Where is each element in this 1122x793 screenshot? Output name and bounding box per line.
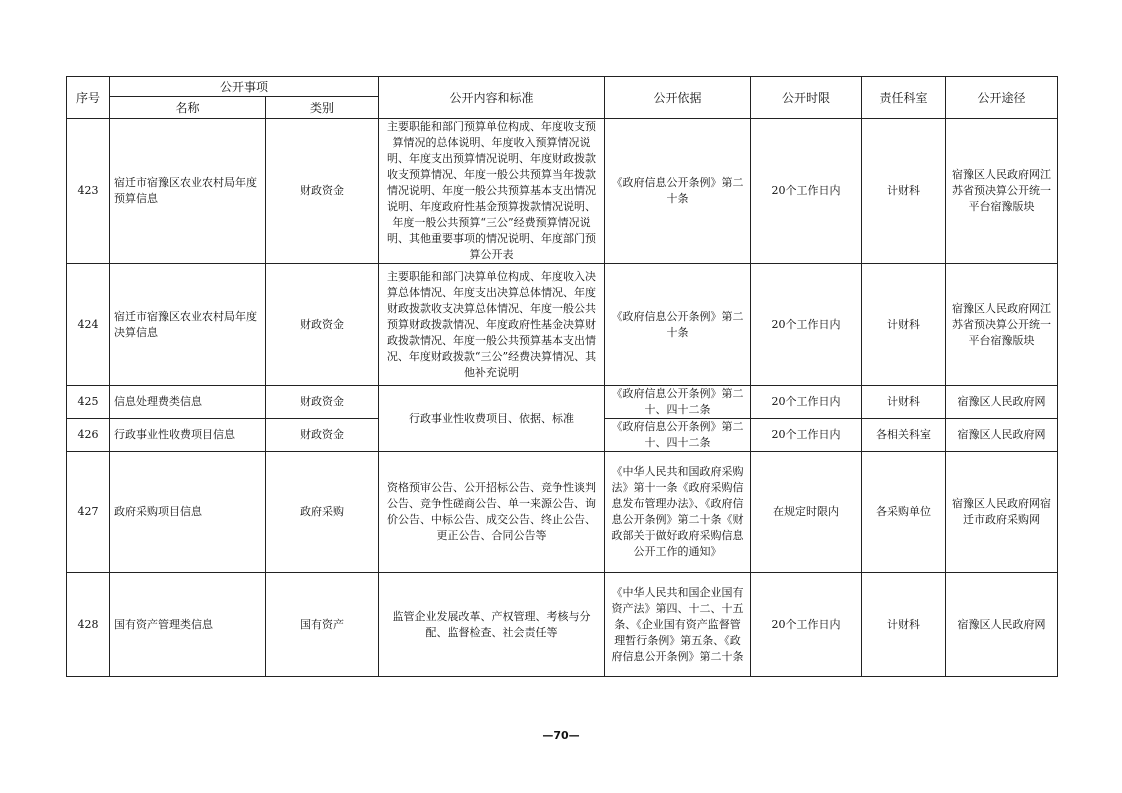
table-row [67,573,1058,677]
cell-department: 各采购单位 [862,452,946,573]
cell-channel: 宿豫区人民政府网 [946,419,1058,452]
cell-name: 行政事业性收费项目信息 [110,419,266,452]
cell-seq: 423 [67,119,110,264]
cell-department: 各相关科室 [862,419,946,452]
cell-name: 国有资产管理类信息 [110,573,266,677]
cell-seq: 425 [67,386,110,419]
cell-time-limit: 20个工作日内 [751,419,862,452]
header-basis: 公开依据 [605,77,751,119]
cell-category: 财政资金 [266,386,379,419]
cell-channel: 宿豫区人民政府网江苏省预决算公开统一平台宿豫版块 [946,119,1058,264]
header-seq: 序号 [67,77,110,119]
cell-department: 计财科 [862,119,946,264]
cell-time-limit: 20个工作日内 [751,264,862,386]
cell-basis: 《政府信息公开条例》第二十、四十二条 [605,419,751,452]
cell-content: 主要职能和部门决算单位构成、年度收入决算总体情况、年度支出决算总体情况、年度财政拨款收支决算总体情况、年度一般公共预算财政拨款情况、年度政府性基金决算财政拨款情况、年度一般公共预算基本支出情况、年度财政拨款“三公”经费决算情况、其他补充说明 [379,264,605,386]
cell-department: 计财科 [862,573,946,677]
cell-time-limit: 20个工作日内 [751,573,862,677]
header-channel: 公开途径 [946,77,1058,119]
cell-content: 主要职能和部门预算单位构成、年度收支预算情况的总体说明、年度收入预算情况说明、年度支出预算情况说明、年度财政拨款收支预算情况、年度一般公共预算当年拨款情况说明、年度一般公共预算基本支出情况说明、年度政府性基金预算拨款情况说明、年度一般公共预算“三公”经费预算情况说明、其他重要事项的情况说明、年度部门预算公开表 [379,119,605,264]
cell-time-limit: 20个工作日内 [751,386,862,419]
cell-basis: 《政府信息公开条例》第二十、四十二条 [605,386,751,419]
header-content: 公开内容和标准 [379,77,605,119]
cell-basis: 《中华人民共和国企业国有资产法》第四、十二、十五条、《企业国有资产监督管理暂行条例》第五条、《政府信息公开条例》第二十条 [605,573,751,677]
cell-category: 政府采购 [266,452,379,573]
cell-name: 政府采购项目信息 [110,452,266,573]
header-name: 名称 [110,97,266,119]
cell-seq: 428 [67,573,110,677]
cell-seq: 427 [67,452,110,573]
cell-seq: 426 [67,419,110,452]
cell-channel: 宿豫区人民政府网宿迁市政府采购网 [946,452,1058,573]
cell-name: 信息处理费类信息 [110,386,266,419]
page-number: —70— [542,729,580,742]
cell-channel: 宿豫区人民政府网 [946,386,1058,419]
header-time-limit: 公开时限 [751,77,862,119]
table-row [67,386,1058,419]
table-row [67,119,1058,264]
cell-basis: 《中华人民共和国政府采购法》第十一条《政府采购信息发布管理办法》、《政府信息公开条例》第二十条《财政部关于做好政府采购信息公开工作的通知》 [605,452,751,573]
table-row [67,452,1058,573]
cell-name: 宿迁市宿豫区农业农村局年度预算信息 [110,119,266,264]
cell-department: 计财科 [862,386,946,419]
cell-content: 资格预审公告、公开招标公告、竞争性谈判公告、竞争性磋商公告、单一来源公告、询价公告、中标公告、成交公告、终止公告、更正公告、合同公告等 [379,452,605,573]
cell-category: 财政资金 [266,419,379,452]
cell-content: 监管企业发展改革、产权管理、考核与分配、监督检查、社会责任等 [379,573,605,677]
header-matter-group: 公开事项 [110,77,379,97]
disclosure-table [66,76,1058,677]
cell-content-merged: 行政事业性收费项目、依据、标准 [379,386,605,452]
cell-category: 财政资金 [266,264,379,386]
cell-time-limit: 20个工作日内 [751,119,862,264]
cell-department: 计财科 [862,264,946,386]
cell-channel: 宿豫区人民政府网江苏省预决算公开统一平台宿豫版块 [946,264,1058,386]
cell-name: 宿迁市宿豫区农业农村局年度决算信息 [110,264,266,386]
cell-category: 财政资金 [266,119,379,264]
cell-basis: 《政府信息公开条例》第二十条 [605,264,751,386]
cell-seq: 424 [67,264,110,386]
cell-time-limit: 在规定时限内 [751,452,862,573]
table-row [67,264,1058,386]
header-category: 类别 [266,97,379,119]
header-department: 责任科室 [862,77,946,119]
cell-basis: 《政府信息公开条例》第二十条 [605,119,751,264]
cell-channel: 宿豫区人民政府网 [946,573,1058,677]
cell-category: 国有资产 [266,573,379,677]
